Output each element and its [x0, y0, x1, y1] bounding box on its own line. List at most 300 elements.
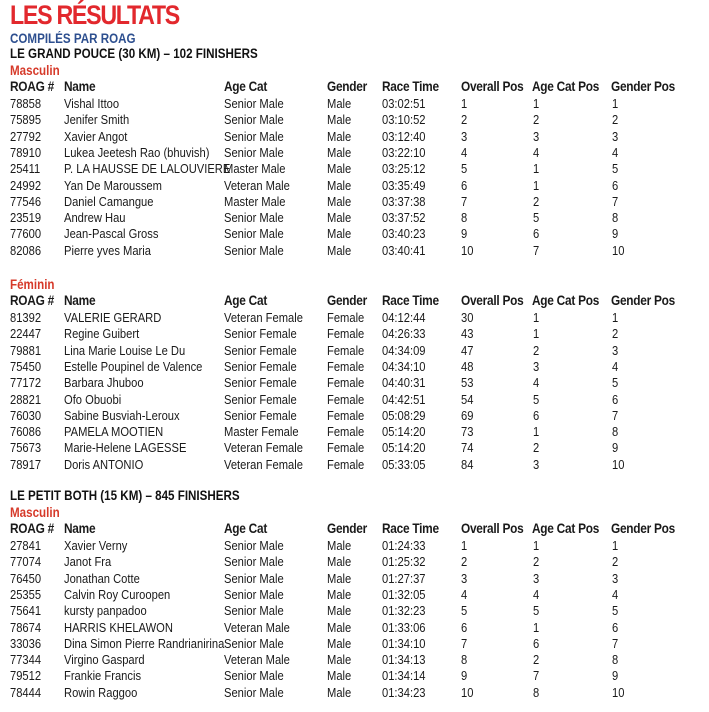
cell-gender-pos: 1: [612, 310, 619, 325]
cell-name: Barbara Jhuboo: [64, 375, 144, 391]
cell-overall-pos: 47: [461, 342, 474, 358]
cell-gender: Male: [327, 242, 352, 258]
cell-name: Calvin Roy Curoopen: [64, 586, 171, 602]
header-age-cat-pos: Age Cat Pos: [532, 293, 600, 308]
cell-overall-pos: 2: [461, 112, 468, 128]
cell-age-cat: Master Male: [224, 161, 286, 177]
cell-name: Doris ANTONIO: [64, 456, 144, 472]
cell-race-time: 05:14:20: [382, 440, 426, 456]
table-row: [0, 652, 709, 668]
table-header: [0, 521, 709, 537]
cell-age-cat: Veteran Female: [224, 456, 303, 472]
cell-race-time: 01:32:05: [382, 586, 426, 602]
cell-roag: 76086: [10, 424, 42, 440]
cell-overall-pos: 30: [461, 310, 474, 325]
cell-overall-pos: 3: [461, 128, 468, 144]
cell-gender: Male: [327, 112, 352, 128]
cell-age-cat: Senior Female: [224, 375, 297, 391]
table-row: [0, 145, 709, 161]
cell-gender: Male: [327, 570, 352, 586]
cell-name: Andrew Hau: [64, 210, 126, 226]
cell-roag: 27792: [10, 128, 42, 144]
cell-name: Jean-Pascal Gross: [64, 226, 159, 242]
cell-race-time: 01:27:37: [382, 570, 426, 586]
cell-race-time: 04:26:33: [382, 326, 426, 342]
race-title: LE PETIT BOTH (15 KM) – 845 FINISHERS: [10, 488, 240, 503]
table-row: [0, 620, 709, 636]
cell-age-cat: Senior Male: [224, 96, 284, 111]
cell-name: Marie-Helene LAGESSE: [64, 440, 187, 456]
table-row: [0, 178, 709, 194]
header-race-time: Race Time: [382, 79, 439, 94]
cell-overall-pos: 5: [461, 161, 468, 177]
header-name: Name: [64, 293, 96, 308]
table-row: [0, 243, 709, 259]
cell-age-cat: Master Male: [224, 193, 286, 209]
cell-race-time: 03:37:38: [382, 193, 426, 209]
cell-age-cat-pos: 1: [533, 161, 540, 177]
cell-age-cat-pos: 3: [533, 128, 540, 144]
cell-gender-pos: 2: [612, 112, 619, 128]
cell-gender: Male: [327, 193, 352, 209]
cell-name: Virgino Gaspard: [64, 652, 145, 668]
header-gender-pos: Gender Pos: [611, 521, 676, 536]
cell-roag: 78910: [10, 144, 42, 160]
cell-name: Lukea Jeetesh Rao (bhuvish): [64, 144, 210, 160]
cell-name: Vishal Ittoo: [64, 96, 120, 111]
cell-overall-pos: 9: [461, 226, 468, 242]
cell-gender: Male: [327, 586, 352, 602]
cell-age-cat-pos: 1: [533, 424, 540, 440]
cell-overall-pos: 74: [461, 440, 474, 456]
table-row: [0, 129, 709, 145]
header-gender-pos: Gender Pos: [611, 79, 676, 94]
table-row: [0, 392, 709, 408]
cell-race-time: 04:34:10: [382, 358, 426, 374]
cell-gender: Male: [327, 538, 352, 553]
cell-overall-pos: 53: [461, 375, 474, 391]
header-name: Name: [64, 521, 96, 536]
cell-roag: 22447: [10, 326, 42, 342]
cell-name: Jenifer Smith: [64, 112, 130, 128]
cell-age-cat-pos: 5: [533, 391, 540, 407]
cell-race-time: 01:32:23: [382, 603, 426, 619]
cell-name: Ofo Obuobi: [64, 391, 122, 407]
cell-age-cat: Senior Male: [224, 242, 284, 258]
cell-gender-pos: 1: [612, 96, 619, 111]
cell-roag: 25355: [10, 586, 42, 602]
cell-name: PAMELA MOOTIEN: [64, 424, 164, 440]
cell-age-cat-pos: 2: [533, 193, 540, 209]
cell-overall-pos: 84: [461, 456, 474, 472]
section-heading: Féminin: [10, 277, 55, 292]
cell-overall-pos: 5: [461, 603, 468, 619]
cell-overall-pos: 2: [461, 554, 468, 570]
cell-roag: 27841: [10, 538, 42, 553]
cell-age-cat-pos: 1: [533, 177, 540, 193]
cell-gender-pos: 10: [612, 456, 625, 472]
cell-gender: Female: [327, 424, 365, 440]
cell-overall-pos: 4: [461, 144, 468, 160]
cell-name: Yan De Maroussem: [64, 177, 162, 193]
table-row: [0, 375, 709, 391]
race-title: LE GRAND POUCE (30 KM) – 102 FINISHERS: [10, 46, 258, 61]
cell-gender-pos: 7: [612, 407, 619, 423]
cell-overall-pos: 6: [461, 177, 468, 193]
cell-overall-pos: 6: [461, 619, 468, 635]
cell-gender-pos: 8: [612, 210, 619, 226]
cell-age-cat: Senior Female: [224, 391, 297, 407]
cell-age-cat: Senior Male: [224, 538, 284, 553]
cell-race-time: 05:14:20: [382, 424, 426, 440]
cell-age-cat: Senior Female: [224, 326, 297, 342]
table-row: [0, 587, 709, 603]
cell-gender: Male: [327, 210, 352, 226]
cell-age-cat: Master Female: [224, 424, 299, 440]
table-row: [0, 440, 709, 456]
cell-race-time: 03:40:23: [382, 226, 426, 242]
cell-gender: Male: [327, 554, 352, 570]
table-row: [0, 408, 709, 424]
table-header: [0, 79, 709, 95]
cell-gender-pos: 9: [612, 226, 619, 242]
cell-overall-pos: 7: [461, 193, 468, 209]
cell-age-cat-pos: 2: [533, 554, 540, 570]
cell-age-cat-pos: 2: [533, 112, 540, 128]
cell-race-time: 04:12:44: [382, 310, 426, 325]
cell-age-cat: Veteran Female: [224, 310, 303, 325]
cell-gender-pos: 5: [612, 603, 619, 619]
cell-age-cat: Senior Female: [224, 407, 297, 423]
table-row: [0, 194, 709, 210]
header-age-cat-pos: Age Cat Pos: [532, 79, 600, 94]
section-heading: Masculin: [10, 505, 60, 520]
cell-name: Xavier Verny: [64, 538, 128, 553]
cell-age-cat: Senior Male: [224, 586, 284, 602]
cell-gender: Male: [327, 161, 352, 177]
header-overall-pos: Overall Pos: [461, 293, 524, 308]
header-gender: Gender: [327, 521, 368, 536]
cell-roag: 79512: [10, 668, 42, 684]
header-race-time: Race Time: [382, 521, 439, 536]
cell-age-cat: Veteran Male: [224, 652, 290, 668]
header-age-cat: Age Cat: [224, 521, 268, 536]
cell-name: Pierre yves Maria: [64, 242, 151, 258]
cell-age-cat-pos: 3: [533, 358, 540, 374]
cell-age-cat-pos: 4: [533, 375, 540, 391]
cell-name: Regine Guibert: [64, 326, 140, 342]
cell-gender-pos: 8: [612, 424, 619, 440]
cell-race-time: 03:37:52: [382, 210, 426, 226]
cell-roag: 77546: [10, 193, 42, 209]
cell-overall-pos: 4: [461, 586, 468, 602]
header-age-cat: Age Cat: [224, 293, 268, 308]
cell-age-cat-pos: 5: [533, 603, 540, 619]
cell-gender: Female: [327, 310, 365, 325]
cell-name: Daniel Camangue: [64, 193, 154, 209]
cell-overall-pos: 3: [461, 570, 468, 586]
cell-gender: Male: [327, 652, 352, 668]
cell-gender: Female: [327, 342, 365, 358]
cell-gender: Male: [327, 619, 352, 635]
cell-age-cat: Senior Male: [224, 668, 284, 684]
cell-roag: 82086: [10, 242, 42, 258]
table-row: [0, 603, 709, 619]
header-age-cat: Age Cat: [224, 79, 268, 94]
table-row: [0, 685, 709, 701]
header-gender: Gender: [327, 293, 368, 308]
cell-gender: Male: [327, 603, 352, 619]
cell-gender: Male: [327, 668, 352, 684]
cell-age-cat-pos: 1: [533, 310, 540, 325]
cell-roag: 77600: [10, 226, 42, 242]
cell-gender-pos: 8: [612, 652, 619, 668]
cell-gender: Female: [327, 358, 365, 374]
cell-gender-pos: 6: [612, 177, 619, 193]
cell-race-time: 04:42:51: [382, 391, 426, 407]
cell-gender-pos: 9: [612, 440, 619, 456]
cell-age-cat: Senior Male: [224, 603, 284, 619]
cell-overall-pos: 69: [461, 407, 474, 423]
cell-age-cat-pos: 1: [533, 619, 540, 635]
cell-gender-pos: 3: [612, 342, 619, 358]
cell-roag: 81392: [10, 310, 42, 325]
header-overall-pos: Overall Pos: [461, 79, 524, 94]
cell-gender-pos: 2: [612, 554, 619, 570]
table-row: [0, 343, 709, 359]
section-heading: Masculin: [10, 63, 60, 78]
cell-roag: 24992: [10, 177, 42, 193]
cell-gender: Male: [327, 144, 352, 160]
cell-overall-pos: 10: [461, 684, 474, 700]
cell-age-cat: Senior Male: [224, 554, 284, 570]
cell-name: Rowin Raggoo: [64, 684, 138, 700]
cell-age-cat-pos: 4: [533, 144, 540, 160]
cell-race-time: 01:34:13: [382, 652, 426, 668]
table-row: [0, 226, 709, 242]
header-gender-pos: Gender Pos: [611, 293, 676, 308]
cell-name: P. LA HAUSSE DE LALOUVIERE: [64, 161, 231, 177]
cell-overall-pos: 1: [461, 96, 468, 111]
cell-age-cat: Veteran Female: [224, 440, 303, 456]
cell-gender: Female: [327, 456, 365, 472]
cell-name: HARRIS KHELAWON: [64, 619, 173, 635]
cell-overall-pos: 48: [461, 358, 474, 374]
cell-roag: 75673: [10, 440, 42, 456]
cell-roag: 75895: [10, 112, 42, 128]
cell-name: Jonathan Cotte: [64, 570, 140, 586]
cell-gender-pos: 10: [612, 684, 625, 700]
cell-age-cat: Senior Male: [224, 684, 284, 700]
cell-age-cat-pos: 4: [533, 586, 540, 602]
table-row: [0, 161, 709, 177]
cell-roag: 78444: [10, 684, 42, 700]
cell-roag: 76030: [10, 407, 42, 423]
header-roag: ROAG #: [10, 79, 54, 94]
cell-race-time: 05:08:29: [382, 407, 426, 423]
cell-race-time: 03:02:51: [382, 96, 426, 111]
cell-overall-pos: 73: [461, 424, 474, 440]
cell-roag: 77344: [10, 652, 42, 668]
table-row: [0, 210, 709, 226]
cell-age-cat-pos: 2: [533, 652, 540, 668]
cell-gender: Female: [327, 375, 365, 391]
cell-age-cat: Senior Male: [224, 112, 284, 128]
cell-age-cat-pos: 1: [533, 326, 540, 342]
page-title: LES RÉSULTATS: [10, 0, 179, 30]
cell-age-cat: Senior Male: [224, 635, 284, 651]
cell-gender: Female: [327, 407, 365, 423]
cell-overall-pos: 1: [461, 538, 468, 553]
cell-gender-pos: 7: [612, 635, 619, 651]
cell-race-time: 03:40:41: [382, 242, 426, 258]
table-row: [0, 554, 709, 570]
cell-gender-pos: 10: [612, 242, 625, 258]
cell-overall-pos: 43: [461, 326, 474, 342]
cell-age-cat-pos: 6: [533, 407, 540, 423]
cell-gender: Male: [327, 96, 352, 111]
cell-roag: 77172: [10, 375, 42, 391]
cell-roag: 78858: [10, 96, 42, 111]
header-race-time: Race Time: [382, 293, 439, 308]
cell-overall-pos: 8: [461, 652, 468, 668]
table-row: [0, 112, 709, 128]
page-subtitle: COMPILÉS PAR ROAG: [10, 31, 136, 46]
cell-name: Sabine Busviah-Leroux: [64, 407, 180, 423]
cell-race-time: 01:24:33: [382, 538, 426, 553]
cell-gender: Female: [327, 440, 365, 456]
table-header: [0, 293, 709, 309]
cell-age-cat: Senior Male: [224, 144, 284, 160]
cell-roag: 78674: [10, 619, 42, 635]
cell-age-cat-pos: 6: [533, 226, 540, 242]
cell-race-time: 01:25:32: [382, 554, 426, 570]
header-name: Name: [64, 79, 96, 94]
table-row: [0, 636, 709, 652]
table-row: [0, 424, 709, 440]
cell-race-time: 01:34:14: [382, 668, 426, 684]
cell-name: Lina Marie Louise Le Du: [64, 342, 186, 358]
cell-roag: 23519: [10, 210, 42, 226]
cell-age-cat: Veteran Male: [224, 619, 290, 635]
cell-gender: Female: [327, 326, 365, 342]
header-overall-pos: Overall Pos: [461, 521, 524, 536]
cell-name: Janot Fra: [64, 554, 112, 570]
cell-race-time: 03:12:40: [382, 128, 426, 144]
cell-age-cat-pos: 3: [533, 456, 540, 472]
cell-name: Dina Simon Pierre Randrianirina: [64, 635, 225, 651]
cell-race-time: 05:33:05: [382, 456, 426, 472]
cell-age-cat-pos: 8: [533, 684, 540, 700]
cell-gender: Female: [327, 391, 365, 407]
cell-race-time: 04:40:31: [382, 375, 426, 391]
cell-age-cat-pos: 6: [533, 635, 540, 651]
cell-roag: 25411: [10, 161, 41, 177]
cell-name: VALERIE GERARD: [64, 310, 162, 325]
cell-age-cat-pos: 7: [533, 242, 540, 258]
cell-age-cat-pos: 3: [533, 570, 540, 586]
table-row: [0, 359, 709, 375]
cell-gender-pos: 1: [612, 538, 619, 553]
cell-name: Xavier Angot: [64, 128, 128, 144]
cell-age-cat-pos: 2: [533, 342, 540, 358]
cell-race-time: 03:22:10: [382, 144, 426, 160]
cell-age-cat: Senior Female: [224, 358, 297, 374]
cell-overall-pos: 10: [461, 242, 474, 258]
cell-gender-pos: 4: [612, 144, 619, 160]
cell-name: Estelle Poupinel de Valence: [64, 358, 203, 374]
cell-race-time: 03:25:12: [382, 161, 426, 177]
cell-race-time: 01:34:23: [382, 684, 426, 700]
cell-race-time: 03:35:49: [382, 177, 426, 193]
cell-gender-pos: 2: [612, 326, 619, 342]
cell-overall-pos: 7: [461, 635, 468, 651]
cell-roag: 79881: [10, 342, 42, 358]
table-row: [0, 326, 709, 342]
cell-age-cat: Senior Female: [224, 342, 297, 358]
cell-age-cat-pos: 2: [533, 440, 540, 456]
cell-overall-pos: 54: [461, 391, 474, 407]
cell-age-cat: Senior Male: [224, 570, 284, 586]
cell-age-cat: Senior Male: [224, 128, 284, 144]
cell-roag: 33036: [10, 635, 42, 651]
table-row: [0, 310, 709, 326]
table-row: [0, 571, 709, 587]
cell-age-cat: Senior Male: [224, 210, 284, 226]
table-row: [0, 538, 709, 554]
cell-name: kursty panpadoo: [64, 603, 147, 619]
cell-race-time: 01:33:06: [382, 619, 426, 635]
header-gender: Gender: [327, 79, 368, 94]
cell-race-time: 03:10:52: [382, 112, 426, 128]
cell-age-cat-pos: 1: [533, 96, 540, 111]
cell-gender: Male: [327, 128, 352, 144]
table-row: [0, 96, 709, 112]
cell-race-time: 04:34:09: [382, 342, 426, 358]
cell-gender-pos: 4: [612, 586, 619, 602]
cell-roag: 75641: [10, 603, 42, 619]
cell-gender-pos: 5: [612, 161, 619, 177]
cell-age-cat: Senior Male: [224, 226, 284, 242]
cell-gender-pos: 3: [612, 128, 619, 144]
cell-gender: Male: [327, 635, 352, 651]
cell-gender-pos: 6: [612, 619, 619, 635]
cell-age-cat-pos: 1: [533, 538, 540, 553]
cell-name: Frankie Francis: [64, 668, 142, 684]
cell-gender: Male: [327, 226, 352, 242]
cell-gender-pos: 7: [612, 193, 619, 209]
cell-gender-pos: 6: [612, 391, 619, 407]
cell-roag: 76450: [10, 570, 42, 586]
cell-gender: Male: [327, 177, 352, 193]
header-roag: ROAG #: [10, 521, 54, 536]
cell-age-cat: Veteran Male: [224, 177, 290, 193]
cell-gender-pos: 5: [612, 375, 619, 391]
header-roag: ROAG #: [10, 293, 54, 308]
cell-age-cat-pos: 5: [533, 210, 540, 226]
cell-roag: 28821: [10, 391, 42, 407]
cell-overall-pos: 9: [461, 668, 468, 684]
cell-gender-pos: 4: [612, 358, 619, 374]
cell-roag: 75450: [10, 358, 42, 374]
table-row: [0, 457, 709, 473]
cell-gender-pos: 9: [612, 668, 619, 684]
table-row: [0, 668, 709, 684]
cell-gender-pos: 3: [612, 570, 619, 586]
cell-gender: Male: [327, 684, 352, 700]
cell-race-time: 01:34:10: [382, 635, 426, 651]
cell-roag: 77074: [10, 554, 42, 570]
